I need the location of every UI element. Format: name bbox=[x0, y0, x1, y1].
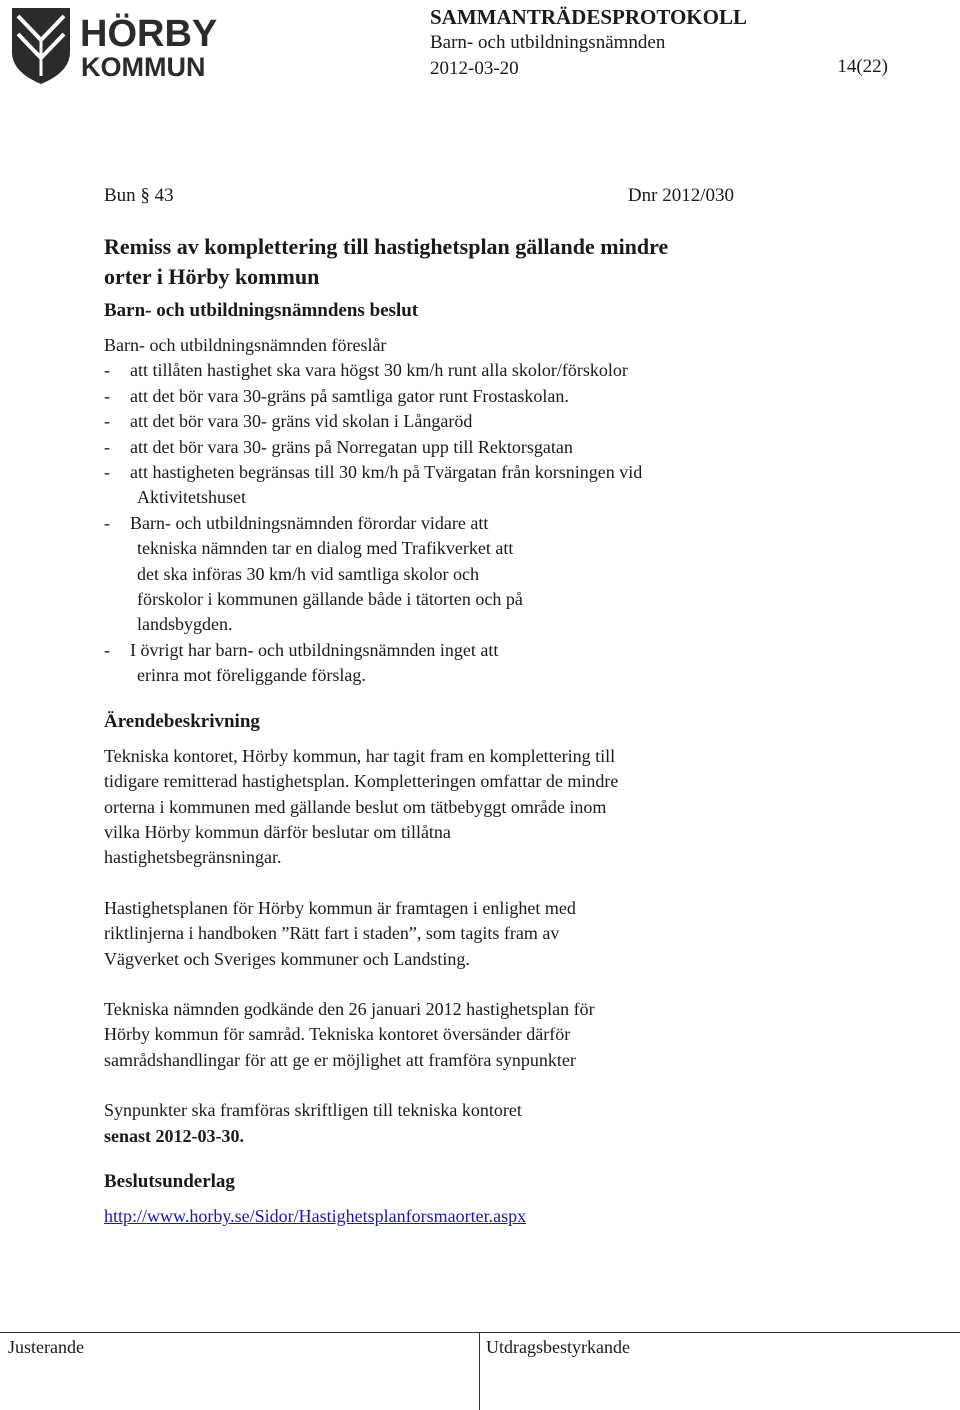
meeting-date: 2012-03-20 bbox=[430, 58, 519, 79]
description-paragraph: Tekniska kontoret, Hörby kommun, har tagit fram en komplettering till tidigare remitterad hastighetsplan. Kompletteringen omfattar de mindre orterna i kommunen med gällande beslut om tätbebyggt område inom vilka Hörby kommun därför beslutar om tillåtna hastighetsbegränsningar. bbox=[104, 745, 619, 868]
footer-column-divider bbox=[479, 1332, 480, 1410]
decision-item: - att det bör vara 30-gräns på samtliga gator runt Frostaskolan. bbox=[104, 384, 844, 409]
description-paragraph: Hastighetsplanen för Hörby kommun är framtagen i enlighet med riktlinjerna i handboken ”Rätt fart i staden”, som tagits fram av Vägverket och Sveriges kommuner och Landsting. bbox=[104, 897, 576, 969]
description-heading: Ärendebeskrivning bbox=[104, 710, 260, 732]
description-paragraph: Tekniska nämnden godkände den 26 januari 2012 hastighetsplan för Hörby kommun för samråd. Tekniska kontoret översänder därför samrådshandlingar för att ge er möjlighet att framföra synpunkter bbox=[104, 998, 595, 1070]
decision-item: - att tillåten hastighet ska vara högst 30 km/h runt alla skolor/förskolor bbox=[104, 358, 844, 383]
footer-utdragsbestyrkande: Utdragsbestyrkande bbox=[486, 1337, 630, 1357]
case-heading-line: Remiss av komplettering till hastighetsplan gällande mindre bbox=[104, 234, 669, 259]
decision-item: - att det bör vara 30- gräns på Norregatan upp till Rektorsgatan bbox=[104, 435, 844, 460]
decision-item: - I övrigt har barn- och utbildningsnämnden inget att erinra mot föreliggande förslag. bbox=[104, 638, 844, 689]
case-heading-line: orter i Hörby kommun bbox=[104, 264, 320, 289]
decision-item: - att det bör vara 30- gräns vid skolan i Långaröd bbox=[104, 409, 844, 434]
diary-number: Dnr 2012/030 bbox=[627, 185, 734, 206]
logo-name: HÖRBY bbox=[80, 13, 218, 55]
horby-kommun-logo bbox=[10, 6, 218, 86]
logo-subtitle: KOMMUN bbox=[81, 52, 206, 82]
decision-heading: Barn- och utbildningsnämndens beslut bbox=[104, 300, 419, 321]
protocol-title: SAMMANTRÄDESPROTOKOLL bbox=[430, 5, 747, 29]
document-header bbox=[430, 4, 747, 82]
decision-intro: Barn- och utbildningsnämnden föreslår bbox=[104, 335, 387, 355]
page-number: 14(22) bbox=[837, 56, 888, 77]
committee-name: Barn- och utbildningsnämnden bbox=[430, 32, 666, 53]
footer-justerande: Justerande bbox=[8, 1337, 84, 1357]
case-heading bbox=[104, 232, 844, 292]
case-paragraph-number: Bun § 43 bbox=[104, 185, 174, 206]
deadline-text: Synpunkter ska framföras skriftligen till tekniska kontoret bbox=[104, 1100, 522, 1121]
decision-list bbox=[104, 358, 844, 688]
footer-divider bbox=[0, 1332, 960, 1333]
decision-item: - Barn- och utbildningsnämnden förordar vidare att tekniska nämnden tar en dialog med Trafikverket att det ska införas 30 km/h vid samtliga skolor och förskolor i kommunen gällande både i tätorten och på landsbygden. bbox=[104, 511, 844, 638]
coat-of-arms-icon bbox=[10, 6, 218, 86]
basis-link[interactable]: http://www.horby.se/Sidor/Hastighetsplanforsmaorter.aspx bbox=[104, 1205, 527, 1226]
deadline-date: senast 2012-03-30. bbox=[104, 1125, 244, 1146]
decision-item: - att hastigheten begränsas till 30 km/h på Tvärgatan från korsningen vid Aktivitetshuset bbox=[104, 460, 844, 511]
deadline-paragraph bbox=[104, 1098, 844, 1149]
document-body bbox=[104, 232, 844, 1229]
basis-heading: Beslutsunderlag bbox=[104, 1170, 235, 1192]
